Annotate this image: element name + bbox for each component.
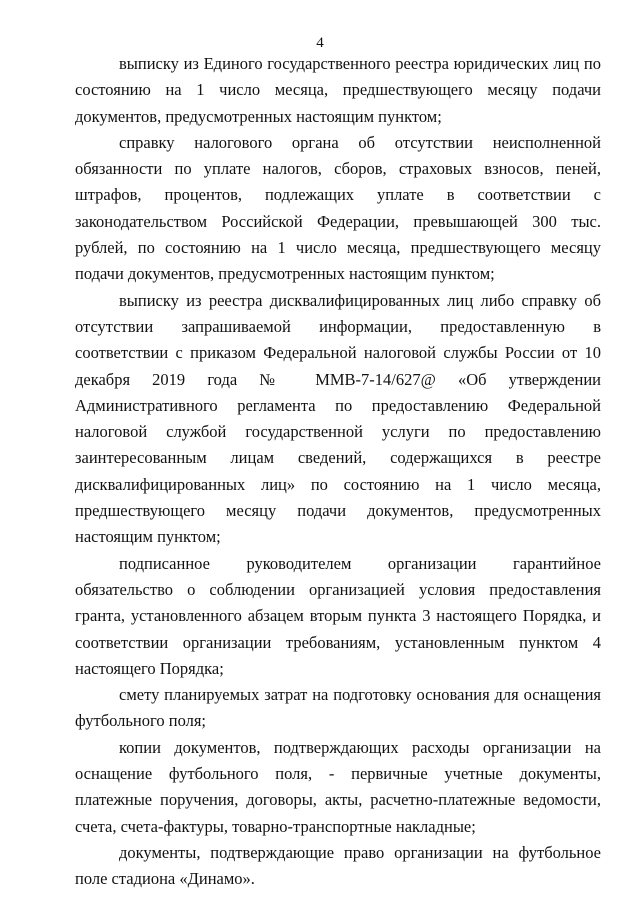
page-number: 4 [316, 35, 324, 51]
paragraph-guarantee-obligation: подписанное руководителем организации гарантийное обязательство о соблюдении организацией условия предоставления гранта, установленного абзацем вторым пункта 3 настоящего Порядка, и соответствии организации требованиям, установленным пунктом 4 настоящего Порядка; [75, 553, 601, 678]
paragraph-cost-estimate: смету планируемых затрат на подготовку основания для оснащения футбольного поля; [75, 685, 601, 731]
document-body [75, 51, 601, 893]
paragraph-tax-certificate: справку налогового органа об отсутствии неисполненной обязанности по уплате налогов, сборов, страховых взносов, пеней, штрафов, процентов, подлежащих уплате в соответствии с законодательством Российской Федерации, превышающей 300 тыс. рублей, по состоянию на 1 число месяца, предшествующего месяцу подачи документов, предусмотренных настоящим пунктом; [75, 132, 601, 284]
paragraph-disqualified-registry: выписку из реестра дисквалифицированных лиц либо справку об отсутствии запрашиваемой информации, предоставленную в соответствии с приказом Федеральной налоговой службы России от 10 декабря 2019 года № ММВ-7-14/627@ «Об утверждении Административного регламента по предоставлению Федеральной налоговой службой государственной услуги по предоставлению заинтересованным лицам сведений, содержащихся в реестре дисквалифицированных лиц» по состоянию на 1 число месяца, предшествующего месяцу подачи документов, предусмотренных настоящим пунктом; [75, 290, 601, 547]
paragraph-ownership-documents: документы, подтверждающие право организации на футбольное поле стадиона «Динамо». [75, 842, 601, 889]
paragraph-egrul-extract: выписку из Единого государственного реестра юридических лиц по состоянию на 1 число месяца, предшествующего месяцу подачи документов, предусмотренных настоящим пунктом; [75, 54, 601, 126]
paragraph-expense-documents: копии документов, подтверждающих расходы организации на оснащение футбольного поля, - первичные учетные документы, платежные поручения, договоры, акты, расчетно-платежные ведомости, счета, счета-фактуры, товарно-транспортные накладные; [75, 737, 601, 836]
